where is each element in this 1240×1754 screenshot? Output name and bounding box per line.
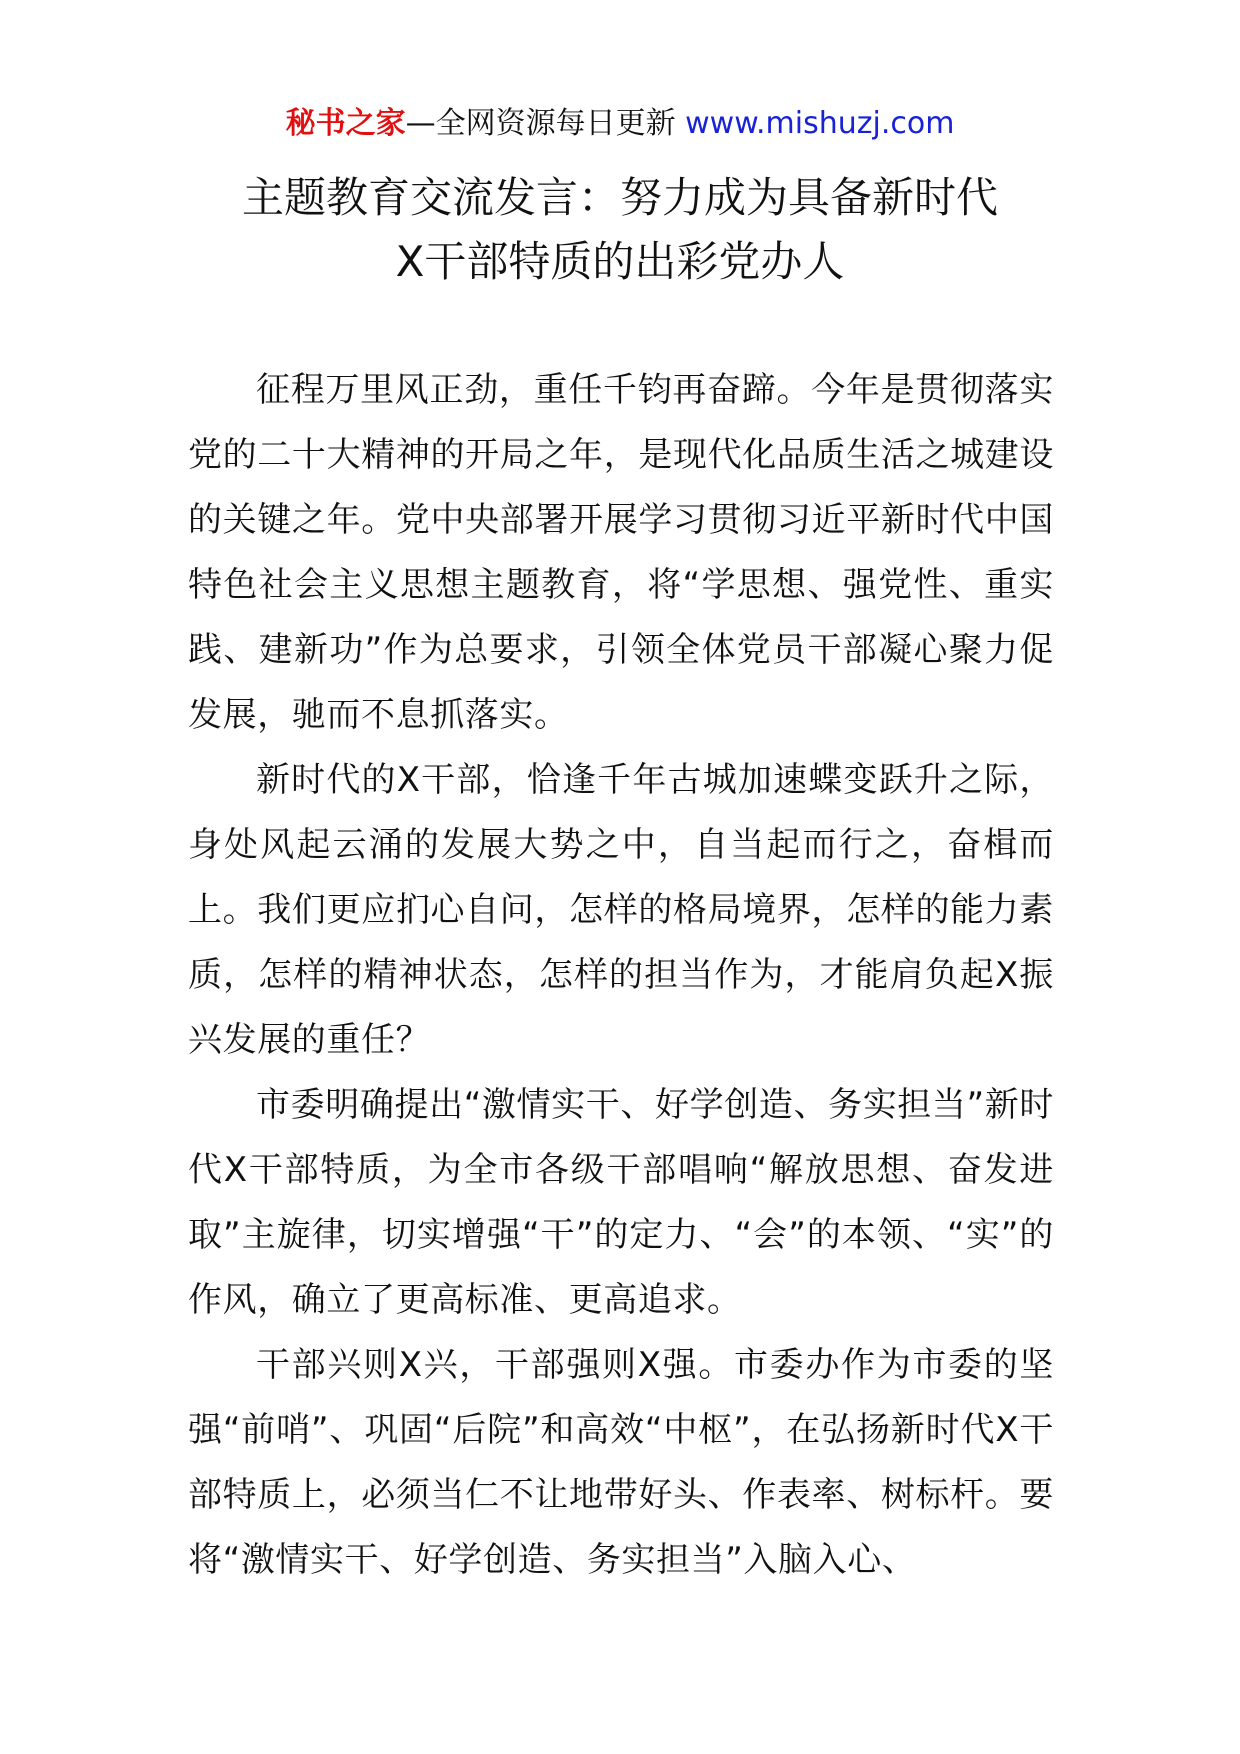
paragraph: 征程万里风正劲，重任千钧再奋蹄。今年是贯彻落实党的二十大精神的开局之年，是现代化品质生活之城建设的关键之年。党中央部署开展学习贯彻习近平新时代中国特色社会主义思想主题教育，将“学思想、强党性、重实践、建新功”作为总要求，引领全体党员干部凝心聚力促发展，驰而不息抓落实。 [188,370,1054,735]
paragraph: 市委明确提出“激情实干、好学创造、务实担当”新时代X干部特质，为全市各级干部唱响“解放思想、奋发进取”主旋律，切实增强“干”的定力、“会”的本领、“实”的作风，确立了更高标准、更高追求。 [188,1085,1054,1320]
brand-name: 秘书之家 [285,106,406,141]
document-body [188,358,1054,1593]
title-line: 主题教育交流发言：努力成为具备新时代 [241,173,998,222]
title-line: X干部特质的出彩党办人 [395,237,845,286]
paragraph: 干部兴则X兴，干部强则X强。市委办作为市委的坚强“前哨”、巩固“后院”和高效“中枢”，在弘扬新时代X干部特质上，必须当仁不让地带好头、作表率、树标杆。要将“激情实干、好学创造、务实担当”入脑入心、 [188,1345,1054,1580]
site-banner [0,104,1240,144]
paragraph: 新时代的X干部，恰逢千年古城加速蝶变跃升之际，身处风起云涌的发展大势之中，自当起而行之，奋楫而上。我们更应扪心自问，怎样的格局境界，怎样的能力素质，怎样的精神状态，怎样的担当作为，才能肩负起X振兴发展的重任？ [188,760,1054,1060]
document-title [150,166,1090,294]
brand-tagline: —全网资源每日更新 [405,106,676,141]
site-url: www.mishuzj.com [685,106,955,141]
